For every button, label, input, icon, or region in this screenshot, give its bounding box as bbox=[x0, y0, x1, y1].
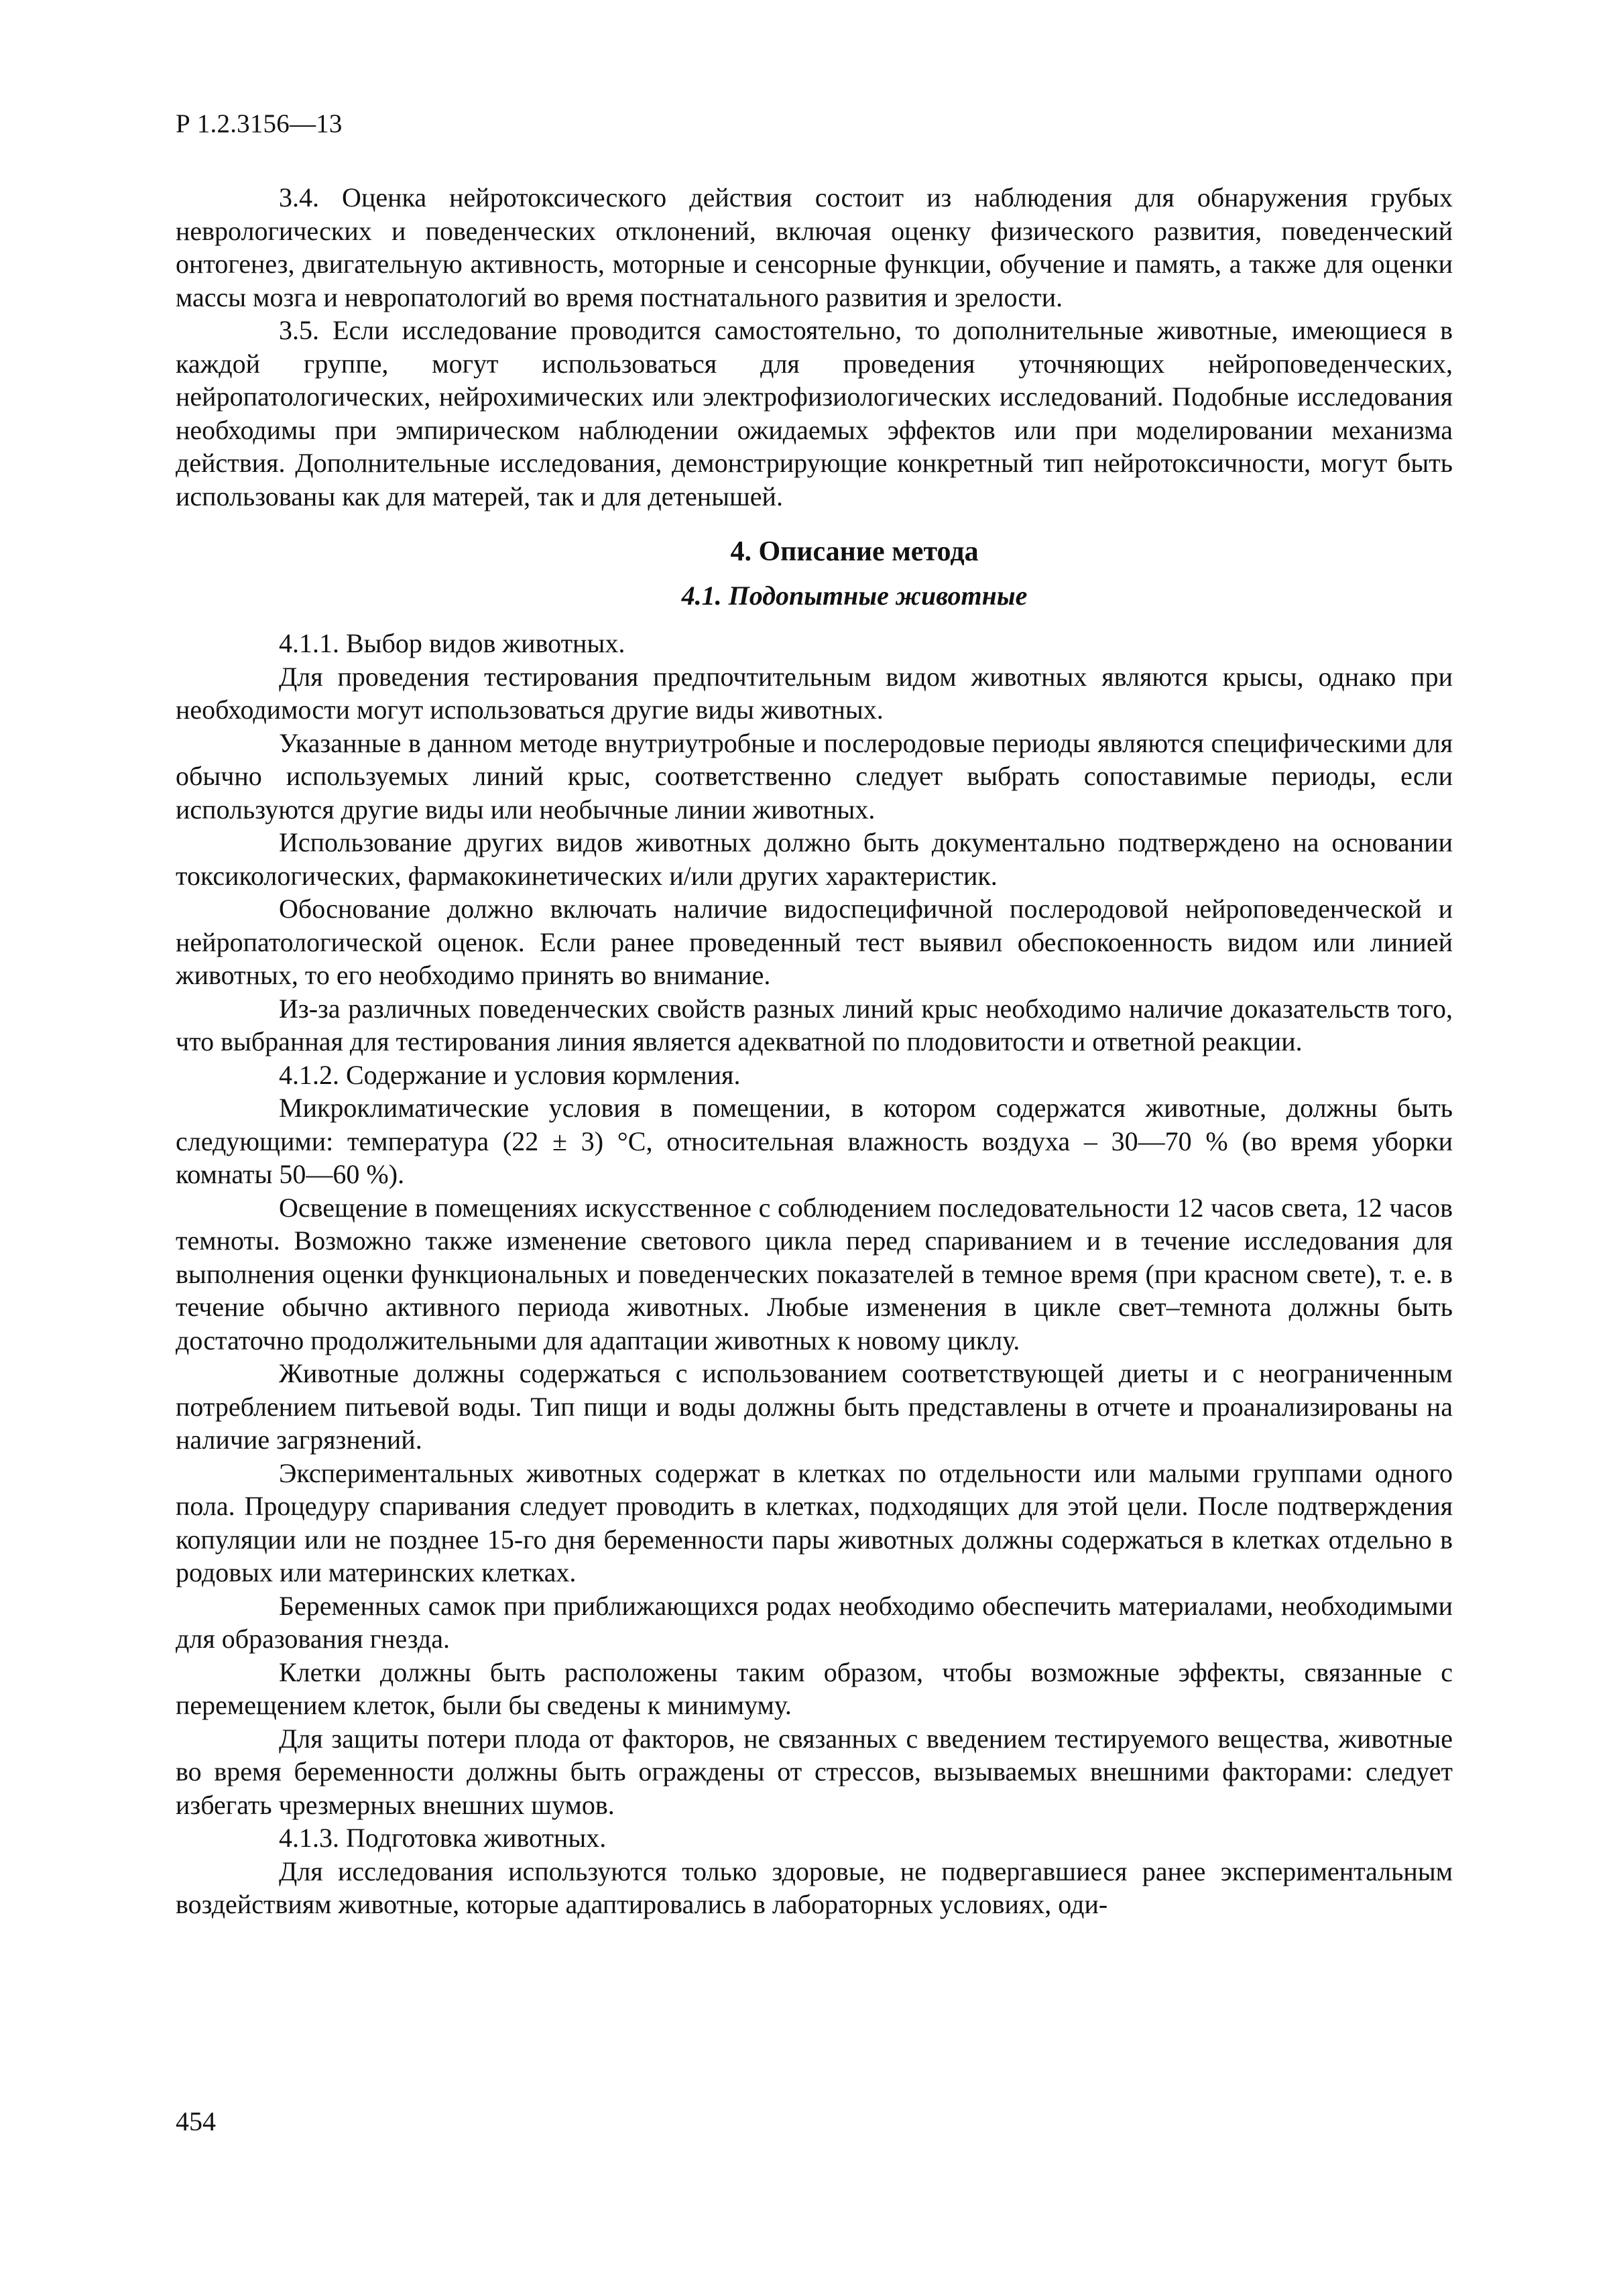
paragraph-species-4: Обоснование должно включать наличие видоспецифичной послеродовой нейроповеденческой и нейропатологической оценок. Если ранее проведенный тест выявил обеспокоенность видом или линией животных, то его необходимо принять во внимание. bbox=[176, 894, 1453, 990]
paragraph-housing-5: Беременных самок при приближающихся родах необходимо обеспечить материалами, необходимыми для образования гнезда. bbox=[176, 1590, 1453, 1654]
document-code-header: Р 1.2.3156—13 bbox=[176, 109, 343, 138]
paragraph-housing-7: Для защиты потери плода от факторов, не связанных с введением тестируемого вещества, животные во время беременности должны быть ограждены от стрессов, вызываемых внешними факторами: следует избегать чрезмерных внешних шумов. bbox=[176, 1723, 1453, 1820]
paragraph-housing-2: Освещение в помещениях искусственное с соблюдением последовательности 12 часов света, 12 часов темноты. Возможно также изменение светового цикла перед спариванием и в течение исследования для выполнения оценки функциональных и поведенческих показателей в темное время (при красном свете), т. е. в течение обычно активного периода животных. Любые изменения в цикле свет–темнота должны быть достаточно продолжительными для адаптации животных к новому циклу. bbox=[176, 1192, 1453, 1355]
paragraph-species-3: Использование других видов животных должно быть документально подтверждено на основании токсикологических, фармакокинетических и/или других характеристик. bbox=[176, 827, 1453, 891]
paragraph-3-5: 3.5. Если исследование проводится самостоятельно, то дополнительные животные, имеющиеся в каждой группе, могут использоваться для проведения уточняющих нейроповеденческих, нейропатологических, нейрохимических или электрофизиологических исследований. Подобные исследования необходимы при эмпирическом наблюдении ожидаемых эффектов или при моделировании механизма действия. Дополнительные исследования, демонстрирующие конкретный тип нейротоксичности, могут быть использованы как для матерей, так и для детенышей. bbox=[176, 315, 1453, 511]
paragraph-species-1: Для проведения тестирования предпочтительным видом животных являются крысы, однако при необходимости могут использоваться другие виды животных. bbox=[176, 661, 1453, 725]
paragraph-housing-1: Микроклиматические условия в помещении, в котором содержатся животные, должны быть следующими: температура (22 ± 3) °С, относительная влажность воздуха – 30—70 % (во время уборки комнаты 50—60 %). bbox=[176, 1093, 1453, 1189]
paragraph-housing-4: Экспериментальных животных содержат в клетках по отдельности или малыми группами одного пола. Процедуру спаривания следует проводить в клетках, подходящих для этой цели. После подтверждения копуляции или не позднее 15-го дня беременности пары животных должны содержаться в клетках отдельно в родовых или материнских клетках. bbox=[176, 1457, 1453, 1587]
paragraph-3-4: 3.4. Оценка нейротоксического действия состоит из наблюдения для обнаружения грубых неврологических и поведенческих отклонений, включая оценку физического развития, поведенческий онтогенез, двигательную активность, моторные и сенсорные функции, обучение и память, а также для оценки массы мозга и невропатологий во время постнатального развития и зрелости. bbox=[176, 182, 1453, 312]
paragraph-species-2: Указанные в данном методе внутриутробные и послеродовые периоды являются специфическими для обычно используемых линий крыс, соответственно следует выбрать сопоставимые периоды, если используются другие виды или необычные линии животных. bbox=[176, 727, 1453, 825]
paragraph-4-1-2-title: 4.1.2. Содержание и условия кормления. bbox=[279, 1059, 741, 1090]
section-4-heading: 4. Описание метода bbox=[730, 536, 979, 567]
paragraph-housing-3: Животные должны содержаться с использованием соответствующей диеты и с неограниченным потреблением питьевой воды. Тип пищи и воды должны быть представлены в отчете и проанализированы на наличие загрязнений. bbox=[176, 1358, 1453, 1455]
page-number: 454 bbox=[176, 2106, 216, 2136]
document-body bbox=[176, 181, 1453, 1921]
paragraph-housing-6: Клетки должны быть расположены таким образом, чтобы возможные эффекты, связанные с перемещением клеток, были бы сведены к минимуму. bbox=[176, 1656, 1453, 1720]
paragraph-4-1-3-title: 4.1.3. Подготовка животных. bbox=[279, 1823, 607, 1853]
section-4-1-heading: 4.1. Подопытные животные bbox=[681, 581, 1028, 611]
paragraph-prep-1: Для исследования используются только здоровые, не подвергавшиеся ранее экспериментальным воздействиям животные, которые адаптировались в лабораторных условиях, оди- bbox=[176, 1856, 1453, 1919]
document-page bbox=[176, 107, 1453, 1921]
paragraph-species-5: Из-за различных поведенческих свойств разных линий крыс необходимо наличие доказательств того, что выбранная для тестирования линия является адекватной по плодовитости и ответной реакции. bbox=[176, 993, 1453, 1056]
paragraph-4-1-1-title: 4.1.1. Выбор видов животных. bbox=[279, 628, 625, 658]
